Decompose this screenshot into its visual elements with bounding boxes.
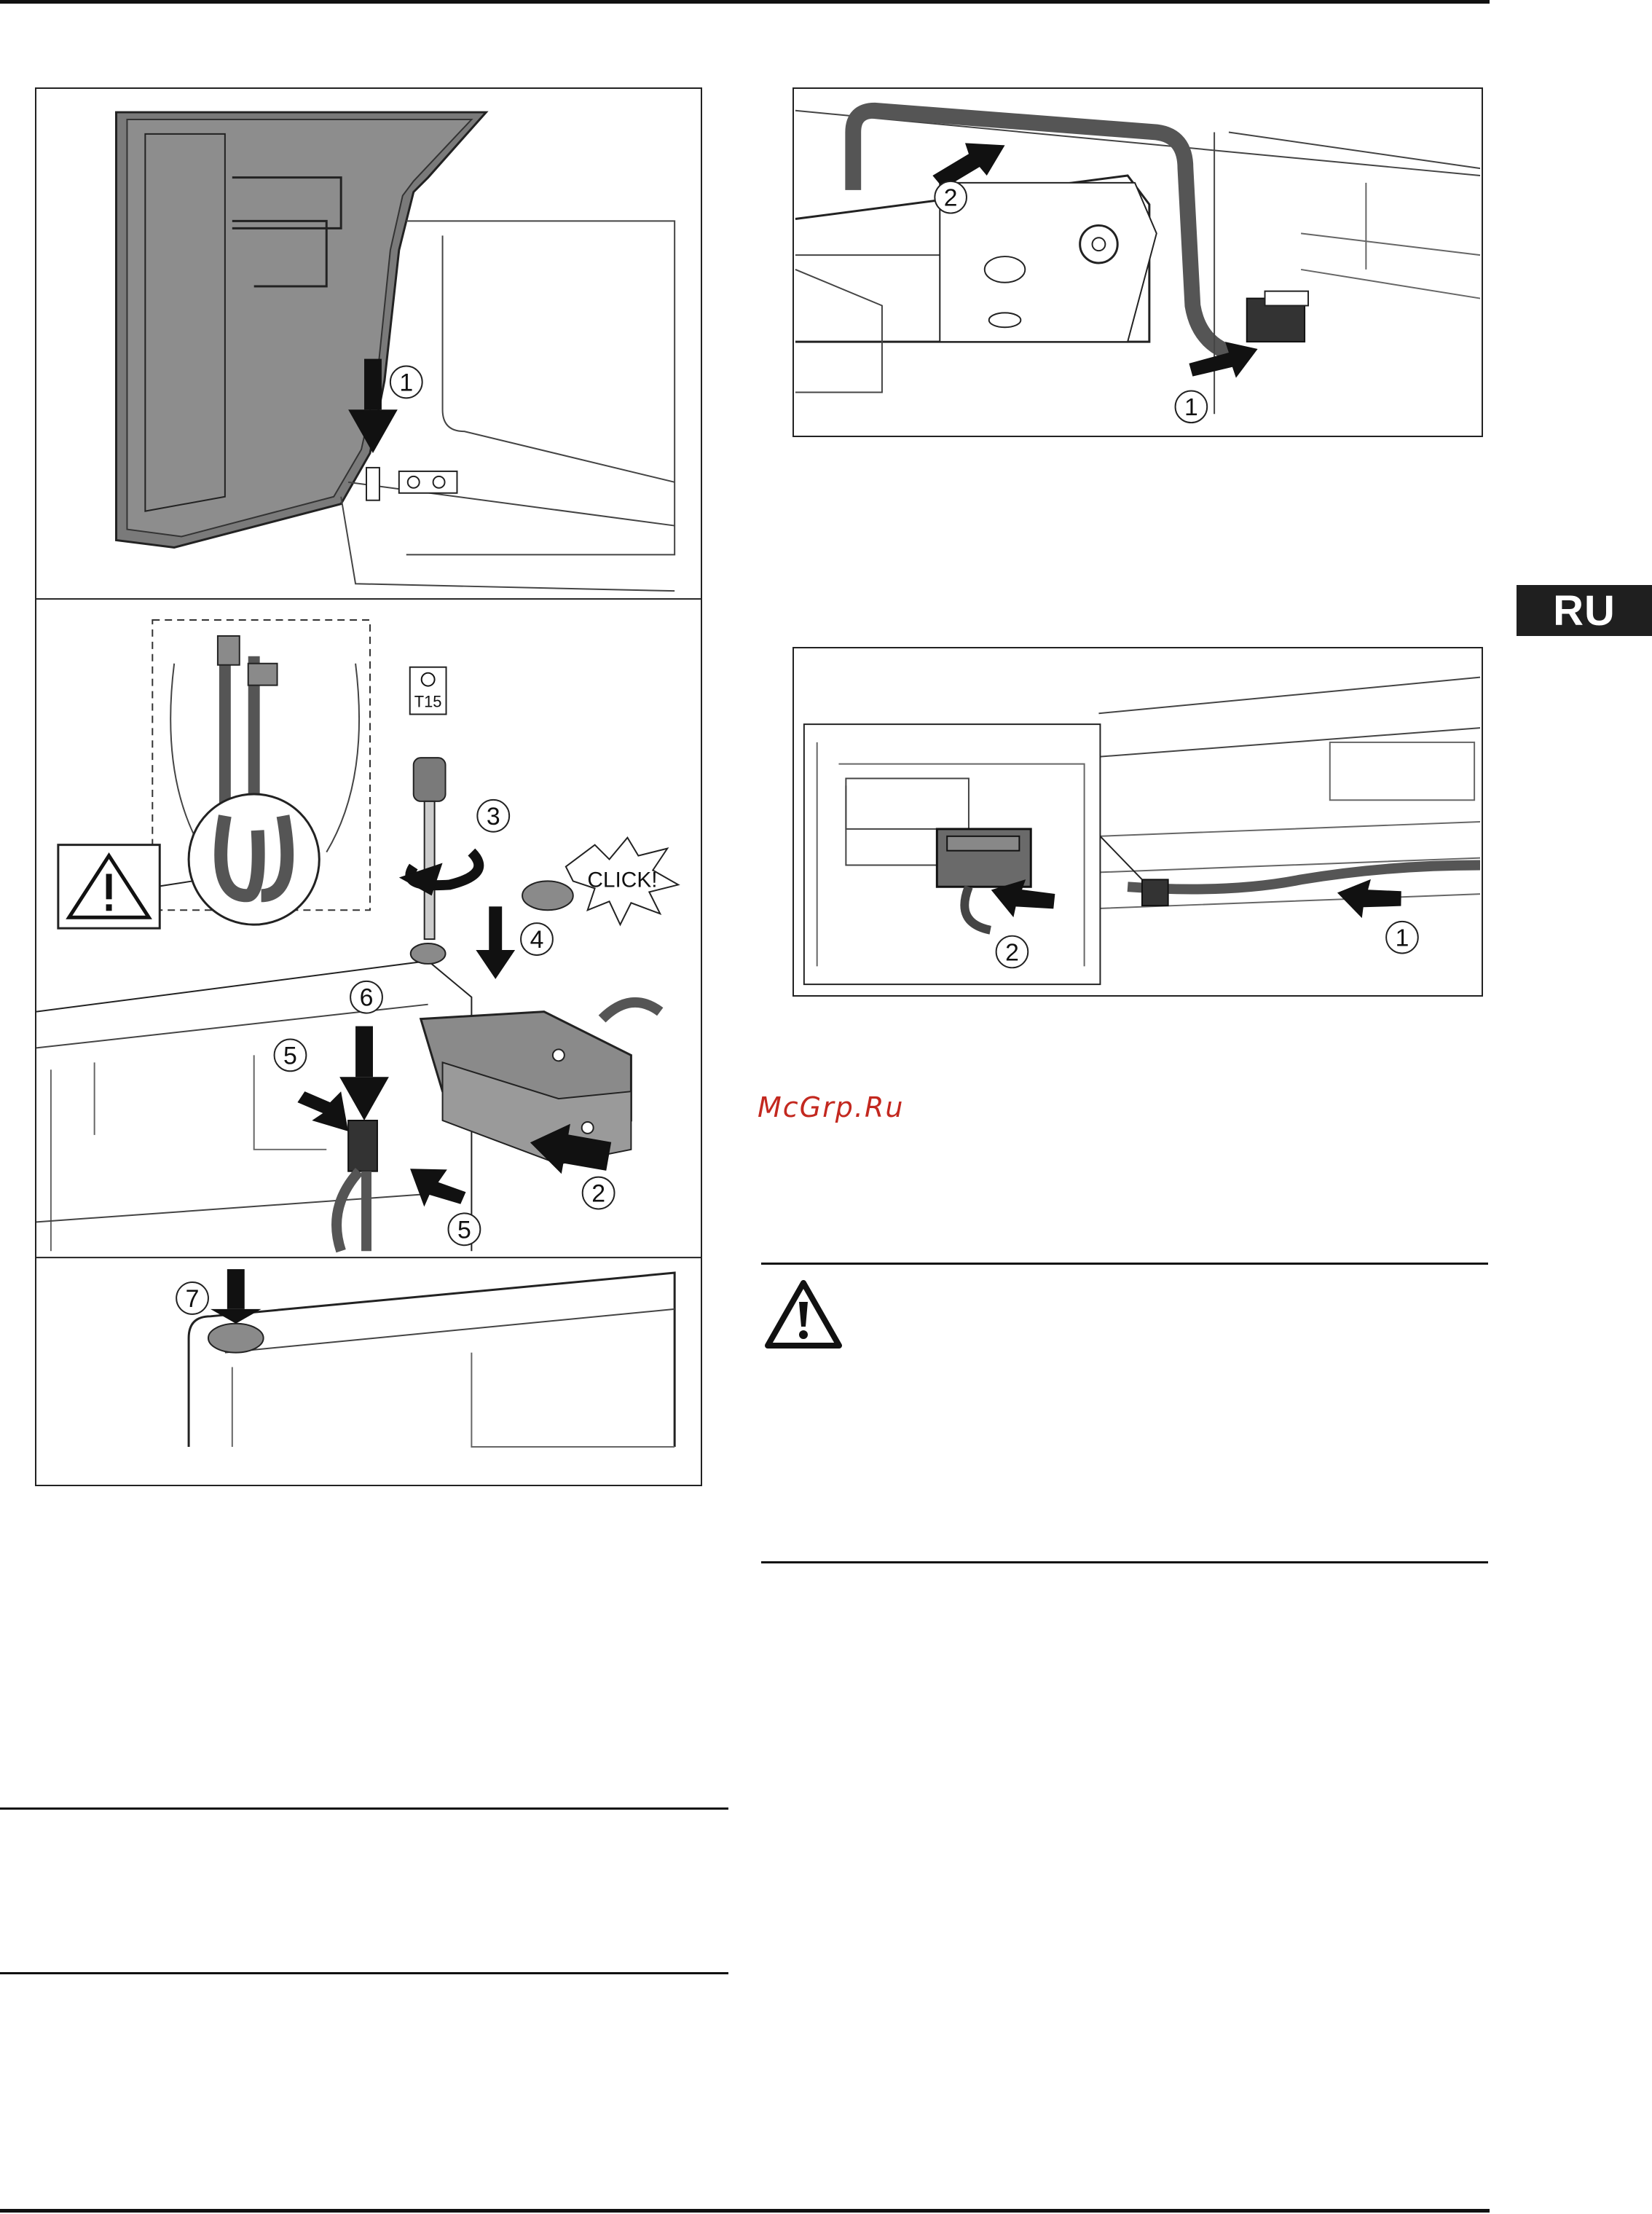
step-1-number: 1 xyxy=(1184,393,1198,422)
warning-rule-bottom xyxy=(761,1561,1488,1563)
down-arrow-icon xyxy=(410,1160,468,1212)
down-arrow-icon xyxy=(339,1026,389,1120)
left-section-rule-2 xyxy=(0,1972,728,1974)
bottom-rule xyxy=(0,2209,1490,2213)
step-4-number: 4 xyxy=(530,926,544,954)
down-arrow-icon xyxy=(476,906,515,979)
warning-triangle-icon xyxy=(763,1279,843,1351)
step-5a-number: 5 xyxy=(283,1042,297,1070)
step-3-number: 3 xyxy=(486,802,500,831)
top-rule xyxy=(0,0,1490,4)
tool-label: T15 xyxy=(414,692,442,711)
click-label: CLICK! xyxy=(587,868,658,892)
warning-rule-top xyxy=(761,1263,1488,1265)
language-badge: RU xyxy=(1517,585,1652,636)
down-arrow-icon xyxy=(297,1091,348,1131)
panel-cover-cap xyxy=(176,1269,674,1447)
step-6-number: 6 xyxy=(359,984,374,1012)
step-2-number: 2 xyxy=(943,184,958,212)
step-7-number: 7 xyxy=(185,1284,200,1313)
step-2-number: 2 xyxy=(1005,938,1019,967)
step-1-number: 1 xyxy=(1395,924,1409,952)
rotate-arrow-icon xyxy=(399,852,479,896)
down-arrow-icon xyxy=(932,143,1004,188)
warning-triangle-icon xyxy=(58,845,160,928)
step-1-number: 1 xyxy=(399,369,414,397)
connector-figure xyxy=(792,647,1483,997)
step-5b-number: 5 xyxy=(457,1216,471,1244)
watermark: McGrp.Ru xyxy=(758,1091,905,1123)
door-installation-figure xyxy=(35,87,702,1486)
panel-cable-hinge xyxy=(36,620,678,1251)
left-section-rule-1 xyxy=(0,1807,728,1810)
panel-door-mount xyxy=(117,112,675,591)
hinge-cable-figure xyxy=(792,87,1483,437)
step-2-number: 2 xyxy=(591,1179,606,1208)
